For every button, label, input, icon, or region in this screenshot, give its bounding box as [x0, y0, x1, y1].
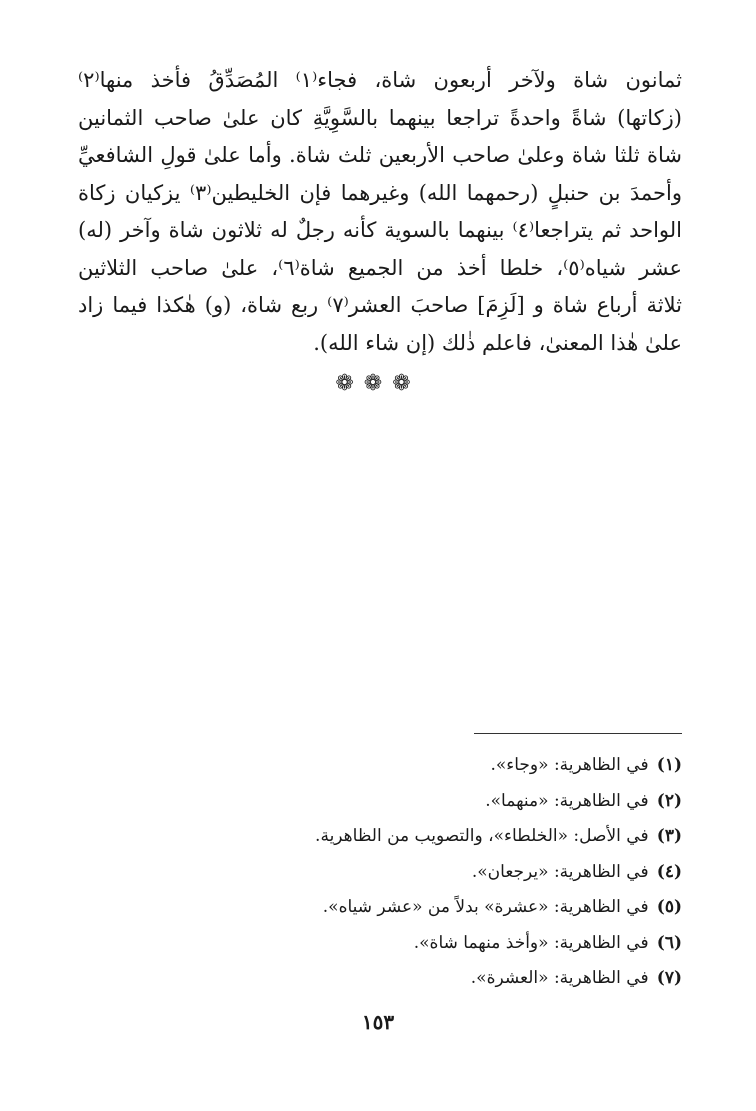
footnote-text: في الظاهرية: «منهما».	[485, 790, 649, 811]
footnote-text: في الظاهرية: «عشرة» بدلاً من «عشر شياه».	[322, 897, 649, 917]
footnote	[78, 784, 682, 820]
footnotes-list	[78, 748, 682, 997]
footnote-text: في الظاهرية: «وجاء».	[490, 755, 649, 775]
text-line: علىٰ هٰذا المعنىٰ، فاعلم ذٰلك (إن شاء الله).	[313, 330, 682, 355]
footnote-number: (٣)	[656, 826, 682, 846]
section-ornament-icon: ❁❁❁	[335, 371, 421, 396]
footnote-text: في الأصل: «الخلطاء»، والتصويب من الظاهرية.	[315, 826, 649, 846]
footnote	[78, 961, 682, 997]
footnote-number: (٢)	[656, 790, 682, 811]
footnote	[78, 855, 682, 891]
page-number: ١٥٣	[361, 1010, 395, 1034]
footnote	[78, 819, 682, 855]
footnote-number: (٦)	[656, 932, 682, 953]
footnote	[78, 890, 682, 926]
footnote	[78, 748, 682, 784]
footnote-number: (٤)	[656, 861, 682, 882]
text-line: ثمانون شاة ولآخر أربعون شاة، فجاء⁽١⁾ المُصَدِّقُ فأخذ منها⁽٢⁾	[78, 68, 682, 92]
main-text-block	[78, 62, 682, 362]
footnote-text: في الظاهرية: «وأخذ منهما شاة».	[413, 932, 649, 953]
footnote	[78, 926, 682, 962]
text-line: ثلاثة أرباع شاة و [لَزِمَ] صاحبَ العشر⁽٧⁾ ربع شاة، (و) هٰكذا فيما زاد	[78, 293, 682, 317]
footnote-separator	[474, 733, 682, 734]
text-line: (زكاتها) شاةً واحدةً تراجعا بينهما بالسَّوِيَّةِ كان علىٰ صاحب الثمانين	[78, 105, 682, 130]
text-line: شاة ثلثا شاة وعلىٰ صاحب الأربعين ثلث شاة. وأما علىٰ قولِ الشافعيِّ	[78, 143, 682, 167]
footnote-number: (٥)	[656, 897, 682, 917]
footnote-text: في الظاهرية: «يرجعان».	[471, 861, 649, 882]
footnote-number: (٧)	[656, 968, 682, 988]
text-line: الواحد ثم يتراجعا⁽٤⁾ بينهما بالسوية كأنه رجلٌ له ثلاثون شاة وآخر (له)	[78, 218, 682, 242]
footnote-text: في الظاهرية: «العشرة».	[470, 968, 649, 988]
footnote-number: (١)	[656, 755, 682, 775]
text-line: وأحمدَ بن حنبلٍ (رحمهما الله) وغيرهما فإن الخليطين⁽٣⁾ يزكيان زكاة	[78, 180, 682, 205]
text-line: عشر شياه⁽٥⁾، خلطا أخذ من الجميع شاة⁽٦⁾، علىٰ صاحب الثلاثين	[78, 255, 682, 280]
